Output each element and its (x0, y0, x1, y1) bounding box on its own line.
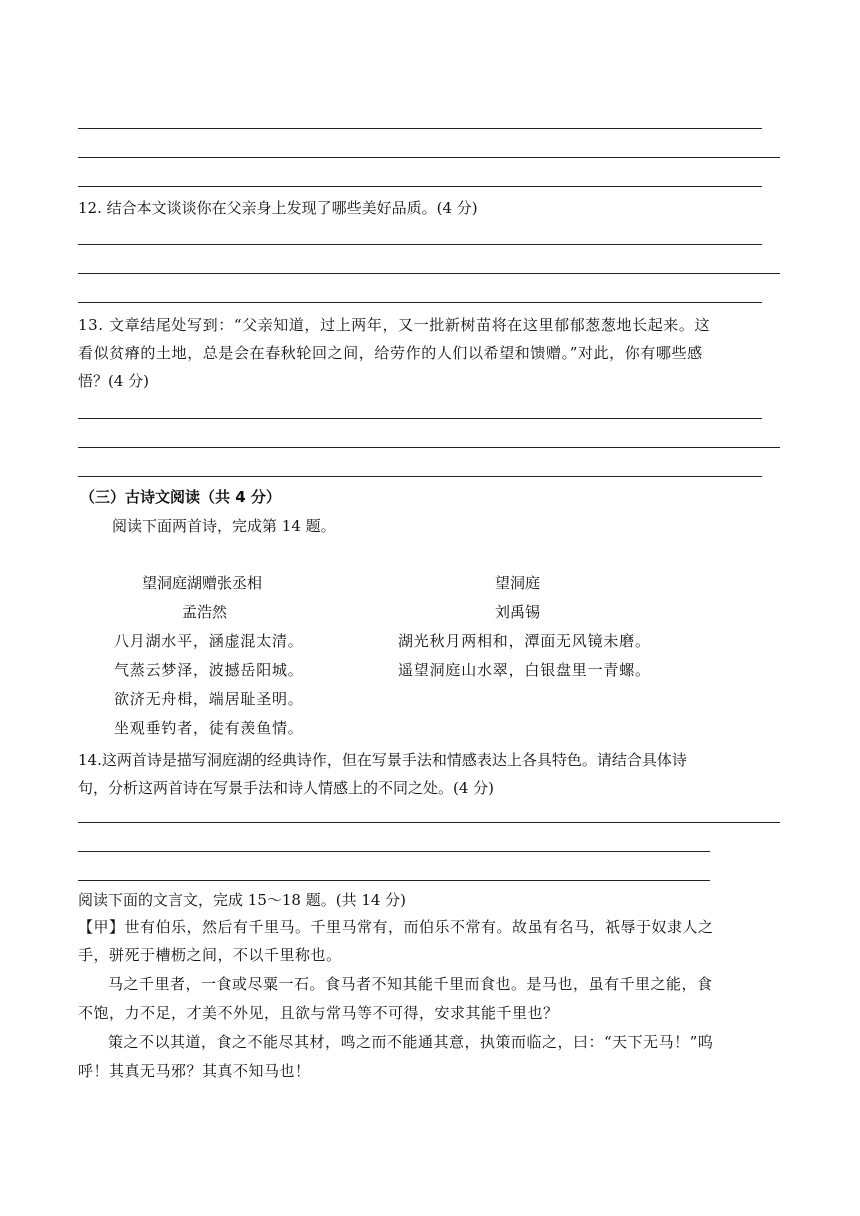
passage-line: 策之不以其道，食之不能尽其材，鸣之而不能通其意，执策而临之，曰：“天下无马！”呜 (108, 1033, 714, 1051)
poem1-line: 坐观垂钓者，徒有羡鱼情。 (114, 719, 304, 737)
poem2-line: 湖光秋月两相和，潭面无风镜未磨。 (398, 632, 651, 650)
answer-line (78, 880, 710, 881)
answer-line (78, 128, 762, 129)
poem2-line: 遥望洞庭山水翠，白银盘里一青螺。 (398, 661, 651, 679)
question-13-line3: 悟？(4 分) (78, 372, 150, 390)
question-12: 12. 结合本文谈谈你在父亲身上发现了哪些美好品质。(4 分) (78, 199, 478, 217)
question-14-line1: 14.这两首诗是描写洞庭湖的经典诗作，但在写景手法和情感表达上各具特色。请结合具体诗 (78, 751, 687, 769)
poem2-author: 刘禹锡 (495, 603, 541, 621)
passage-line: 呼！其真无马邪？其真不知马也！ (78, 1062, 311, 1080)
passage-line: 马之千里者，一食或尽粟一石。食马者不知其能千里而食也。是马也，虽有千里之能，食 (108, 975, 713, 993)
answer-line (78, 447, 780, 448)
question-13-line2: 看似贫瘠的土地，总是会在春秋轮回之间，给劳作的人们以希望和馈赠。”对此，你有哪些感 (78, 344, 703, 362)
section-title: （三）古诗文阅读（共 4 分） (80, 488, 281, 506)
answer-line (78, 822, 780, 823)
answer-line (78, 302, 762, 303)
poem1-line: 八月湖水平，涵虚混太清。 (114, 632, 304, 650)
answer-line (78, 186, 762, 187)
section-intro: 阅读下面两首诗，完成第 14 题。 (112, 517, 336, 535)
answer-line (78, 851, 710, 852)
passage-line: 【甲】世有伯乐，然后有千里马。千里马常有，而伯乐不常有。故虽有名马，祇辱于奴隶人之 (78, 918, 714, 936)
passage-line: 手，骈死于槽枥之间，不以千里称也。 (78, 946, 342, 964)
answer-line (78, 476, 762, 477)
poem1-author: 孟浩然 (182, 603, 228, 621)
poem2-title: 望洞庭 (495, 574, 541, 592)
answer-line (78, 273, 780, 274)
answer-line (78, 157, 780, 158)
answer-line (78, 244, 762, 245)
poem1-title: 望洞庭湖赠张丞相 (142, 574, 263, 592)
classical-intro: 阅读下面的文言文，完成 15～18 题。(共 14 分) (78, 891, 407, 909)
poem1-line: 欲济无舟楫，端居耻圣明。 (114, 690, 304, 708)
poem1-line: 气蒸云梦泽，波撼岳阳城。 (114, 661, 304, 679)
answer-line (78, 418, 762, 419)
passage-line: 不饱，力不足，才美不外见，且欲与常马等不可得，安求其能千里也？ (78, 1004, 559, 1022)
question-14-line2: 句，分析这两首诗在写景手法和诗人情感上的不同之处。(4 分) (78, 779, 495, 797)
question-13-line1: 13. 文章结尾处写到：“父亲知道，过上两年，又一批新树苗将在这里郁郁葱葱地长起来。这 (78, 316, 711, 334)
